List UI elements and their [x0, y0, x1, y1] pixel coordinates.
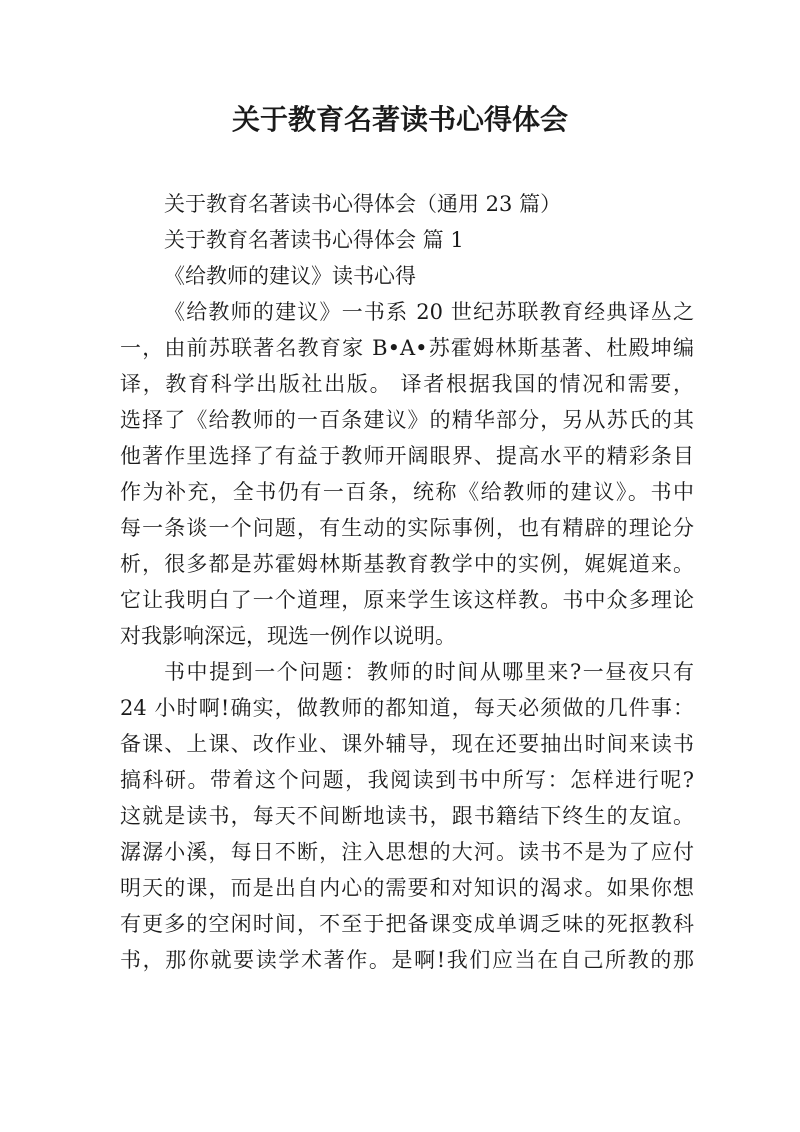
document-title: 关于教育名著读书心得体会	[231, 103, 568, 136]
text-line: 析，很多都是苏霍姆林斯基教育教学中的实例，娓娓道来。	[120, 552, 694, 576]
text-line: 有更多的空闲时间，不至于把备课变成单调乏味的死抠教科	[120, 912, 694, 936]
text-line: 选择了《给教师的一百条建议》的精华部分，另从苏氏的其	[120, 408, 694, 432]
text-line: 明天的课，而是出自内心的需要和对知识的渴求。如果你想	[120, 876, 694, 900]
text-line: 书，那你就要读学术著作。是啊!我们应当在自己所教的那	[120, 948, 694, 972]
text-line: 作为补充，全书仍有一百条，统称《给教师的建议》。书中	[120, 480, 694, 504]
text-line: 译，教育科学出版社出版。 译者根据我国的情况和需要，	[120, 372, 694, 396]
text-line: 每一条谈一个问题，有生动的实际事例，也有精辟的理论分	[120, 516, 694, 540]
text-line: 潺潺小溪，每日不断，注入思想的大河。读书不是为了应付	[120, 840, 694, 864]
text-line: 《给教师的建议》一书系 20 世纪苏联教育经典译丛之	[164, 300, 694, 324]
text-line: 这就是读书，每天不间断地读书，跟书籍结下终生的友谊。	[120, 804, 694, 828]
document-body	[120, 186, 694, 978]
text-line: 24 小时啊!确实，做教师的都知道，每天必须做的几件事：	[120, 696, 694, 720]
text-line: 它让我明白了一个道理，原来学生该这样教。书中众多理论	[120, 588, 694, 612]
paragraph-1	[120, 294, 694, 654]
subtitle-line: 关于教育名著读书心得体会（通用 23 篇）	[164, 192, 562, 216]
text-line: 对我影响深远，现选一例作以说明。	[120, 624, 456, 648]
text-line: 他著作里选择了有益于教师开阔眼界、提高水平的精彩条目	[120, 444, 694, 468]
text-line: 搞科研。带着这个问题，我阅读到书中所写：怎样进行呢?	[120, 768, 694, 792]
book-heading: 《给教师的建议》读书心得	[164, 264, 416, 288]
text-line: 书中提到一个问题：教师的时间从哪里来?一昼夜只有	[164, 660, 694, 684]
text-line: 备课、上课、改作业、课外辅导，现在还要抽出时间来读书	[120, 732, 694, 756]
text-line: 一，由前苏联著名教育家 B•A•苏霍姆林斯基著、杜殿坤编	[120, 336, 694, 360]
section-heading: 关于教育名著读书心得体会 篇 1	[164, 228, 464, 252]
paragraph-2	[120, 654, 694, 978]
